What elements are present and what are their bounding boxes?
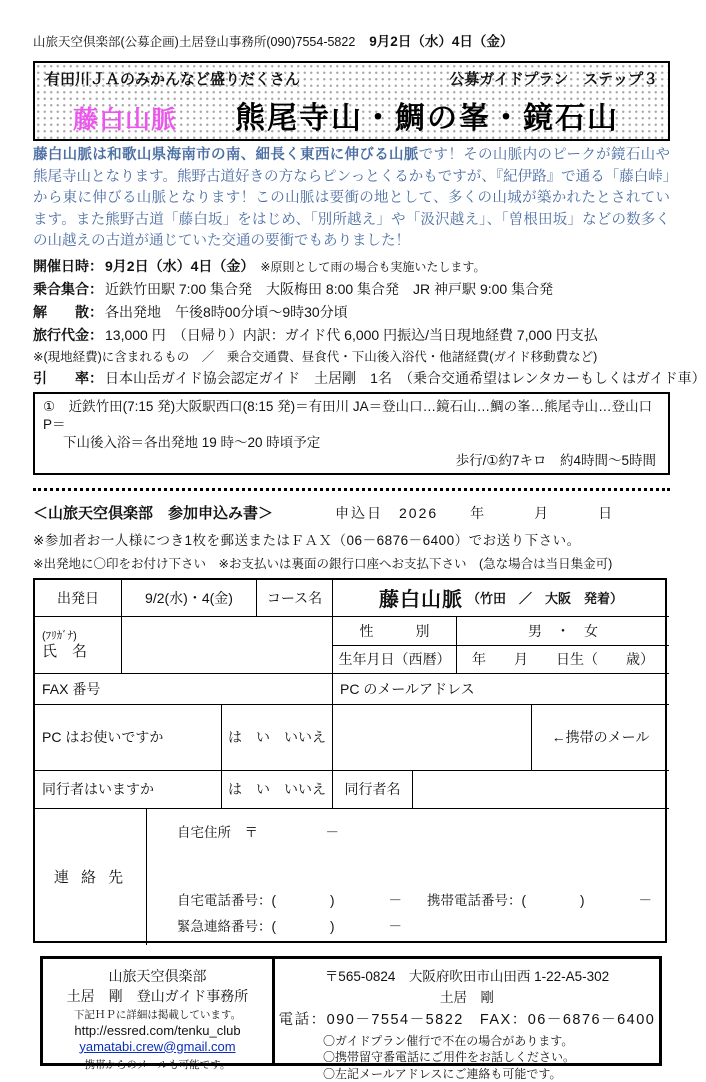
itinerary-line-1: ① 近鉄竹田(7:15 発)大阪駅西口(8:15 発)＝有田川 JA＝登山口…鏡石山…鯛の峯…熊尾寺山…登山口 P＝ (43, 398, 660, 434)
name-input-field[interactable] (122, 617, 333, 674)
page-content (33, 0, 670, 1066)
footer-guide-office: 土居 剛 登山ガイド事務所 (43, 986, 272, 1006)
companion-name-input-field[interactable] (413, 771, 669, 809)
footer-notes (275, 1033, 659, 1082)
subtitle-left: 有田川ＪＡのみかんなど盛りだくさん (45, 68, 300, 89)
itinerary-box (33, 392, 670, 475)
title-subtitle-row (45, 68, 658, 89)
detail-value: 日本山岳ガイド協会認定ガイド 土居剛 1名 （乗合交通希望はレンタカーもしくはガイド車） (105, 368, 706, 388)
emergency-phone-field[interactable]: 緊急連絡番号：( ) － (177, 915, 402, 935)
footer-contact-person: 土居 剛 (275, 986, 659, 1006)
mobile-phone-field[interactable]: 携帯電話番号：( ) － (427, 889, 652, 909)
pc-email-field[interactable]: PC のメールアドレス (333, 674, 669, 705)
gender-label: 性 別 (333, 617, 457, 646)
detail-label: 解 散： (33, 302, 103, 322)
footer-postal-address: 〒565-0824 大阪府吹田市山田西 1-22-A5-302 (275, 965, 659, 985)
detail-row-meeting (33, 279, 670, 299)
footer-address-cell (275, 959, 659, 1063)
footer-mobile-mail-note: 携帯からのメールも可能です。 (43, 1057, 272, 1072)
detail-value: 各出発地 午後8時00分頃～9時30分頃 (105, 302, 348, 322)
detail-label: 開催日時： (33, 256, 103, 276)
footer-phone-fax: 電話：090－7554－5822 FAX：06－6876－6400 (275, 1008, 659, 1029)
form-title: ＜山旅天空倶楽部 参加申込み書＞ (33, 502, 273, 523)
footer-hp-note: 下記ＨＰに詳細は掲載しています。 (43, 1007, 272, 1022)
departure-date-label: 出発日 (35, 580, 122, 617)
detail-label: 引 率： (33, 368, 103, 388)
form-title-row (33, 502, 670, 523)
itinerary-walk-summary: 歩行/①約7キロ 約4時間～5時間 (43, 452, 660, 470)
gender-choice-field[interactable]: 男 ・ 女 (457, 617, 669, 646)
course-departure-points: （竹田 ／ 大阪 発着） (467, 588, 623, 607)
footer-note-item: 〇ガイドプラン催行で不在の場合があります。 (323, 1033, 659, 1050)
intro-paragraph (33, 145, 670, 253)
apply-date-line: 申込日 2026 年 月 日 (335, 503, 614, 523)
companion-yes-no-field[interactable]: は い いいえ (222, 771, 333, 809)
footer-note-item: 〇左記メールアドレスにご連絡も可能です。 (323, 1066, 659, 1082)
course-name-label: コース名 (257, 580, 333, 617)
mobile-email-note: ←携帯のメール (532, 705, 669, 771)
course-range-name: 藤白山脈 (379, 583, 463, 612)
name-label-cell (35, 617, 122, 674)
detail-row-fee (33, 325, 670, 345)
intro-lead: 藤白山脈は和歌山県海南市の南、細長く東西に伸びる山脈 (33, 147, 419, 163)
form-note-fax: ※参加者お一人様につき1枚を郵送またはＦＡＸ（06－6876－6400）でお送り下さい。 (33, 529, 670, 549)
detail-row-dissolve (33, 302, 670, 322)
detail-value: 13,000 円 （日帰り）内訳：ガイド代 6,000 円振込/当日現地経費 7,000 円支払 (105, 325, 598, 345)
title-box (33, 61, 670, 141)
fax-number-field[interactable]: FAX 番号 (35, 674, 333, 705)
detail-row-guide (33, 368, 670, 388)
footer-club-cell (43, 959, 275, 1063)
event-dates-text: 9月2日（水）4日（金） (369, 30, 513, 50)
form-note-payment: ※出発地に〇印をお付け下さい ※お支払いは裏面の銀行口座へお支払下さい (急な場合は当日集金可) (33, 554, 670, 572)
range-name: 藤白山脈 (73, 100, 177, 136)
course-name-value (333, 580, 669, 617)
footer-email-link[interactable]: yamatabi.crew@gmail.com (79, 1039, 235, 1054)
companion-name-label: 同行者名 (333, 771, 413, 809)
application-table (33, 578, 667, 943)
footer-club-name: 山旅天空倶楽部 (43, 966, 272, 986)
name-label: 氏 名 (42, 643, 87, 661)
office-contact-text: 山旅天空倶楽部(公募企画)土居登山事務所(090)7554-5822 (33, 32, 355, 50)
intro-rest: です！その山脈内のピークが鏡石山や熊尾寺山となります。熊野古道好きの方ならピンっとくるかもですが、『紀伊路』で通る「藤白峠」から東に伸びる山脈となります！この山脈は要衝の地として、多くの山城が築かれたとされています。また熊野古道「藤白坂」をはじめ、「別所越え」や「汲沢越え」、「曽根田坂」などの数多くの山越えの古道が通じていた交通の要衝でもありました！ (33, 147, 670, 249)
furigana-label: (ﾌﾘｶﾞﾅ) (42, 629, 77, 643)
mobile-email-input-field[interactable] (333, 705, 532, 771)
subtitle-right: 公募ガイドプラン ステップ３ (449, 68, 658, 89)
companion-question-label: 同行者はいますか (35, 771, 222, 809)
itinerary-line-2: 下山後入浴＝各出発地 19 時～20 時頃予定 (43, 434, 660, 452)
pc-use-question-label: PC はお使いですか (35, 705, 222, 771)
detail-value: 9月2日（水）4日（金） (105, 256, 254, 276)
page-title: 熊尾寺山・鯛の峯・鏡石山 (235, 93, 619, 137)
schedule-details (33, 256, 670, 388)
birthdate-input-field[interactable]: 年 月 日生（ 歳） (457, 646, 669, 674)
contact-section-label: 連 絡 先 (35, 809, 147, 945)
top-office-line (33, 30, 670, 50)
footer-website-url: http://essred.com/tenku_club (43, 1023, 272, 1038)
pc-use-yes-no-field[interactable]: は い いいえ (222, 705, 333, 771)
contact-section-body (147, 809, 669, 945)
detail-value: 近鉄竹田駅 7:00 集合発 大阪梅田 8:00 集合発 JR 神戸駅 9:00 集合発 (105, 279, 553, 299)
title-main-row (45, 93, 658, 137)
footer-note-item: 〇携帯留守番電話にご用件をお話しください。 (323, 1049, 659, 1066)
dotted-separator (33, 488, 670, 491)
departure-date-value: 9/2(水)・4(金) (122, 580, 257, 617)
home-address-field[interactable]: 自宅住所 〒 － (177, 821, 339, 841)
birthdate-label: 生年月日（西暦） (333, 646, 457, 674)
detail-row-date (33, 256, 670, 276)
detail-note: ※原則として雨の場合も実施いたします。 (260, 258, 485, 275)
detail-label: 乗合集合： (33, 279, 103, 299)
application-form-header (33, 502, 670, 572)
home-phone-field[interactable]: 自宅電話番号：( ) － (177, 889, 402, 909)
detail-label: 旅行代金： (33, 325, 103, 345)
footer-contact-box (40, 956, 662, 1066)
detail-row-fee-note: ※(現地経費)に含まれるもの ／ 乗合交通費、昼食代・下山後入浴代・他諸経費(ガイド移動費など) (33, 347, 670, 365)
